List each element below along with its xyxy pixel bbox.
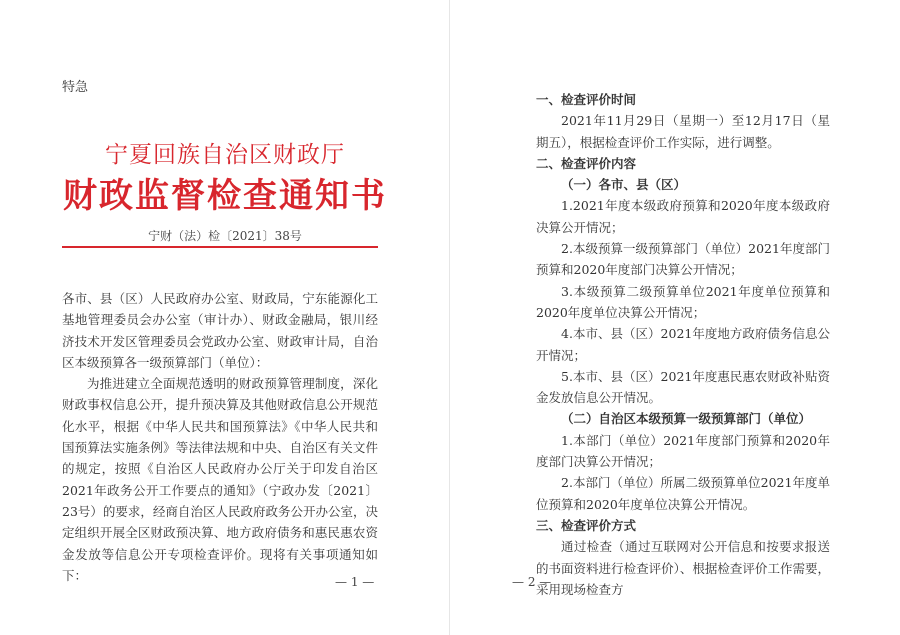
section-heading: 三、检查评价方式 bbox=[536, 517, 637, 533]
list-item: 1.2021年度本级政府预算和2020年度本级政府决算公开情况； bbox=[536, 198, 830, 235]
document-title: 财政监督检查通知书 bbox=[63, 176, 387, 216]
list-item: 2.本部门（单位）所属二级预算单位2021年度单位预算和2020年度单位决算公开情况。 bbox=[536, 475, 830, 512]
subsection-heading: （二）自治区本级预算一级预算部门（单位） bbox=[561, 411, 812, 427]
section-heading: 二、检查评价内容 bbox=[536, 155, 637, 171]
list-item: 4.本市、县（区）2021年度地方政府债务信息公开情况； bbox=[536, 326, 830, 363]
section-text: 2021年11月29日（星期一）至12月17日（星期五），根据检查评价工作实际，进行调整。 bbox=[536, 113, 830, 150]
addressee-paragraph: 各市、县（区）人民政府办公室、财政局，宁东能源化工基地管理委员会办公室（审计办）、财政金融局，银川经济技术开发区管理委员会党政办公室、财政审计局，自治区本级预算各一级预算部门（单位）： bbox=[62, 291, 378, 370]
page-two-body bbox=[536, 89, 830, 600]
red-divider-line bbox=[62, 246, 378, 248]
page-number: — 2 — bbox=[512, 575, 552, 589]
urgency-label: 特急 bbox=[62, 80, 89, 95]
page-one-body bbox=[62, 288, 378, 586]
intro-paragraph: 为推进建立全面规范透明的财政预算管理制度，深化财政事权信息公开，提升预决算及其他财政信息公开规范化水平，根据《中华人民共和国预算法》《中华人民共和国预算法实施条例》等法律法规和中央、自治区有关文件的规定，按照《自治区人民政府办公厅关于印发自治区2021年政务公开工作要点的通知》（宁政办发〔2021〕23号）的要求，经商自治区人民政府政务公开办公室，决定组织开展全区财政预决算、地方政府债务和惠民惠农资金发放等信息公开专项检查评价。现将有关事项通知如下： bbox=[62, 376, 378, 583]
section-text: 通过检查（通过互联网对公开信息和按要求报送的书面资料进行检查评价）、根据检查评价工作需要，采用现场检查方 bbox=[536, 539, 830, 597]
page-number: — 1 — bbox=[335, 575, 375, 589]
list-item: 1.本部门（单位）2021年度部门预算和2020年度部门决算公开情况； bbox=[536, 432, 830, 470]
list-item: 2.本级预算一级预算部门（单位）2021年度部门预算和2020年度部门决算公开情况； bbox=[536, 241, 830, 278]
subsection-heading: （一）各市、县（区） bbox=[561, 177, 687, 193]
list-item: 3.本级预算二级预算单位2021年度单位预算和2020年度单位决算公开情况； bbox=[536, 283, 830, 320]
document-number: 宁财（法）检〔2021〕38号 bbox=[148, 229, 302, 243]
issuing-organization: 宁夏回族自治区财政厅 bbox=[105, 142, 345, 168]
section-heading: 一、检查评价时间 bbox=[536, 92, 637, 107]
list-item: 5.本市、县（区）2021年度惠民惠农财政补贴资金发放信息公开情况。 bbox=[536, 368, 830, 406]
